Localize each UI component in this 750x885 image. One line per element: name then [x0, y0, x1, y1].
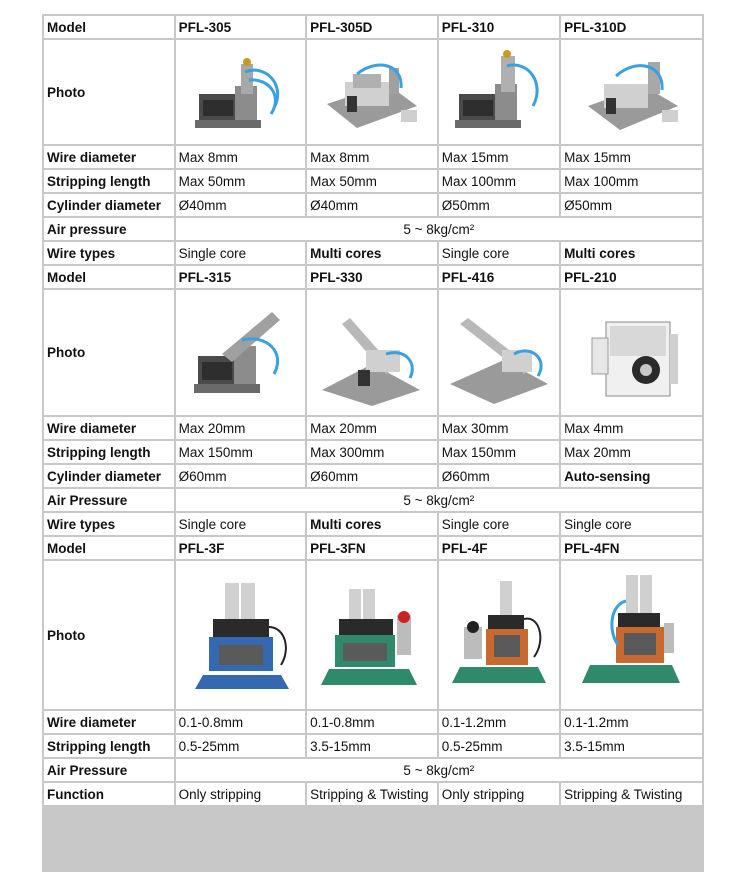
spec-value: Max 150mm [439, 441, 559, 463]
model-name: PFL-305D [307, 16, 437, 38]
model-name: PFL-416 [439, 266, 559, 288]
spec-value: Only stripping [176, 783, 306, 805]
stripper-machine-image [574, 44, 690, 140]
spec-value: Ø50mm [561, 194, 702, 216]
spec-value: Max 4mm [561, 417, 702, 439]
model-name: PFL-210 [561, 266, 702, 288]
spec-value: 0.1-1.2mm [439, 711, 559, 733]
product-photo [176, 561, 306, 709]
wire-types-row [44, 513, 702, 535]
spec-value: Single core [176, 513, 306, 535]
spec-value: Ø40mm [307, 194, 437, 216]
row-label: Stripping length [44, 170, 174, 192]
product-photo [307, 561, 437, 709]
row-label: Model [44, 266, 174, 288]
product-photo [439, 561, 559, 709]
spec-value: 0.1-1.2mm [561, 711, 702, 733]
spec-value: Max 15mm [439, 146, 559, 168]
stripper-machine-image [317, 44, 427, 140]
spec-value: Max 15mm [561, 146, 702, 168]
spec-value: Max 20mm [307, 417, 437, 439]
spec-value: Ø40mm [176, 194, 306, 216]
spec-value: Ø60mm [439, 465, 559, 487]
spec-sheet [42, 14, 704, 872]
spec-row [44, 417, 702, 439]
row-label: Photo [44, 290, 174, 415]
product-photo [561, 40, 702, 144]
model-name: PFL-310 [439, 16, 559, 38]
spec-value: Max 8mm [307, 146, 437, 168]
row-label: Wire diameter [44, 417, 174, 439]
spec-value: Single core [439, 242, 559, 264]
spec-row [44, 170, 702, 192]
stripper-machine-image [446, 565, 552, 705]
auto-sensing-machine-image [572, 294, 692, 412]
row-label: Wire diameter [44, 146, 174, 168]
function-row [44, 783, 702, 805]
stripper-machine-image [447, 44, 551, 140]
spec-value: Ø60mm [307, 465, 437, 487]
model-name: PFL-305 [176, 16, 306, 38]
spec-value-highlight: Multi cores [307, 242, 437, 264]
spec-value: Only stripping [439, 783, 559, 805]
product-photo [176, 40, 306, 144]
stripper-machine-image [185, 44, 295, 140]
spec-value: Single core [176, 242, 306, 264]
row-label: Model [44, 537, 174, 559]
row-label: Photo [44, 40, 174, 144]
spec-value: Max 20mm [561, 441, 702, 463]
row-label: Air pressure [44, 218, 174, 240]
stripper-machine-image [314, 294, 430, 412]
product-photo [561, 290, 702, 415]
row-label: Air Pressure [44, 489, 174, 511]
product-photo [439, 40, 559, 144]
row-label: Air Pressure [44, 759, 174, 781]
spec-value: 3.5-15mm [561, 735, 702, 757]
air-pressure-value: 5 ~ 8kg/cm² [176, 218, 702, 240]
model-name: PFL-310D [561, 16, 702, 38]
spec-value: Max 150mm [176, 441, 306, 463]
air-pressure-row [44, 489, 702, 511]
model-name: PFL-4F [439, 537, 559, 559]
spec-value: Max 100mm [439, 170, 559, 192]
spec-value: Ø60mm [176, 465, 306, 487]
spec-value: Max 300mm [307, 441, 437, 463]
spec-value: 0.1-0.8mm [176, 711, 306, 733]
model-name: PFL-4FN [561, 537, 702, 559]
product-photo [307, 290, 437, 415]
model-name: PFL-315 [176, 266, 306, 288]
spec-value-highlight: Multi cores [561, 242, 702, 264]
stripper-machine-image [444, 294, 554, 412]
spec-value: Auto-sensing [561, 465, 702, 487]
spec-value: Max 50mm [176, 170, 306, 192]
spec-row [44, 441, 702, 463]
spec-value-highlight: Multi cores [307, 513, 437, 535]
row-label: Wire types [44, 513, 174, 535]
stripper-machine-image [185, 565, 295, 705]
photo-row [44, 561, 702, 709]
row-label: Wire types [44, 242, 174, 264]
product-photo [439, 290, 559, 415]
air-pressure-value: 5 ~ 8kg/cm² [176, 489, 702, 511]
row-label: Cylinder diameter [44, 194, 174, 216]
row-label: Wire diameter [44, 711, 174, 733]
spec-row [44, 735, 702, 757]
spec-value: Ø50mm [439, 194, 559, 216]
spec-value: Max 8mm [176, 146, 306, 168]
spec-value: Single core [561, 513, 702, 535]
spec-value: Max 20mm [176, 417, 306, 439]
model-row [44, 266, 702, 288]
product-photo [561, 561, 702, 709]
stripper-machine-image [574, 565, 690, 705]
spec-row [44, 194, 702, 216]
row-label: Cylinder diameter [44, 465, 174, 487]
spec-value-highlight: Stripping & Twisting [561, 783, 702, 805]
row-label: Model [44, 16, 174, 38]
spec-value: Single core [439, 513, 559, 535]
model-name: PFL-330 [307, 266, 437, 288]
spec-value: 0.1-0.8mm [307, 711, 437, 733]
row-label: Stripping length [44, 441, 174, 463]
spec-value: 3.5-15mm [307, 735, 437, 757]
row-label: Photo [44, 561, 174, 709]
row-label: Function [44, 783, 174, 805]
spec-value: Max 30mm [439, 417, 559, 439]
air-pressure-row [44, 218, 702, 240]
product-photo [176, 290, 306, 415]
model-row [44, 537, 702, 559]
spec-value: Max 100mm [561, 170, 702, 192]
spec-row [44, 711, 702, 733]
spec-value: Max 50mm [307, 170, 437, 192]
spec-row [44, 146, 702, 168]
model-row [44, 16, 702, 38]
photo-row [44, 290, 702, 415]
photo-row [44, 40, 702, 144]
model-name: PFL-3FN [307, 537, 437, 559]
air-pressure-row [44, 759, 702, 781]
model-name: PFL-3F [176, 537, 306, 559]
air-pressure-value: 5 ~ 8kg/cm² [176, 759, 702, 781]
wire-types-row [44, 242, 702, 264]
stripper-machine-image [317, 565, 427, 705]
spec-table [42, 14, 704, 807]
row-label: Stripping length [44, 735, 174, 757]
spec-value-highlight: Stripping & Twisting [307, 783, 437, 805]
spec-value: 0.5-25mm [439, 735, 559, 757]
stripper-machine-image [182, 294, 298, 412]
product-photo [307, 40, 437, 144]
spec-value: 0.5-25mm [176, 735, 306, 757]
spec-row [44, 465, 702, 487]
